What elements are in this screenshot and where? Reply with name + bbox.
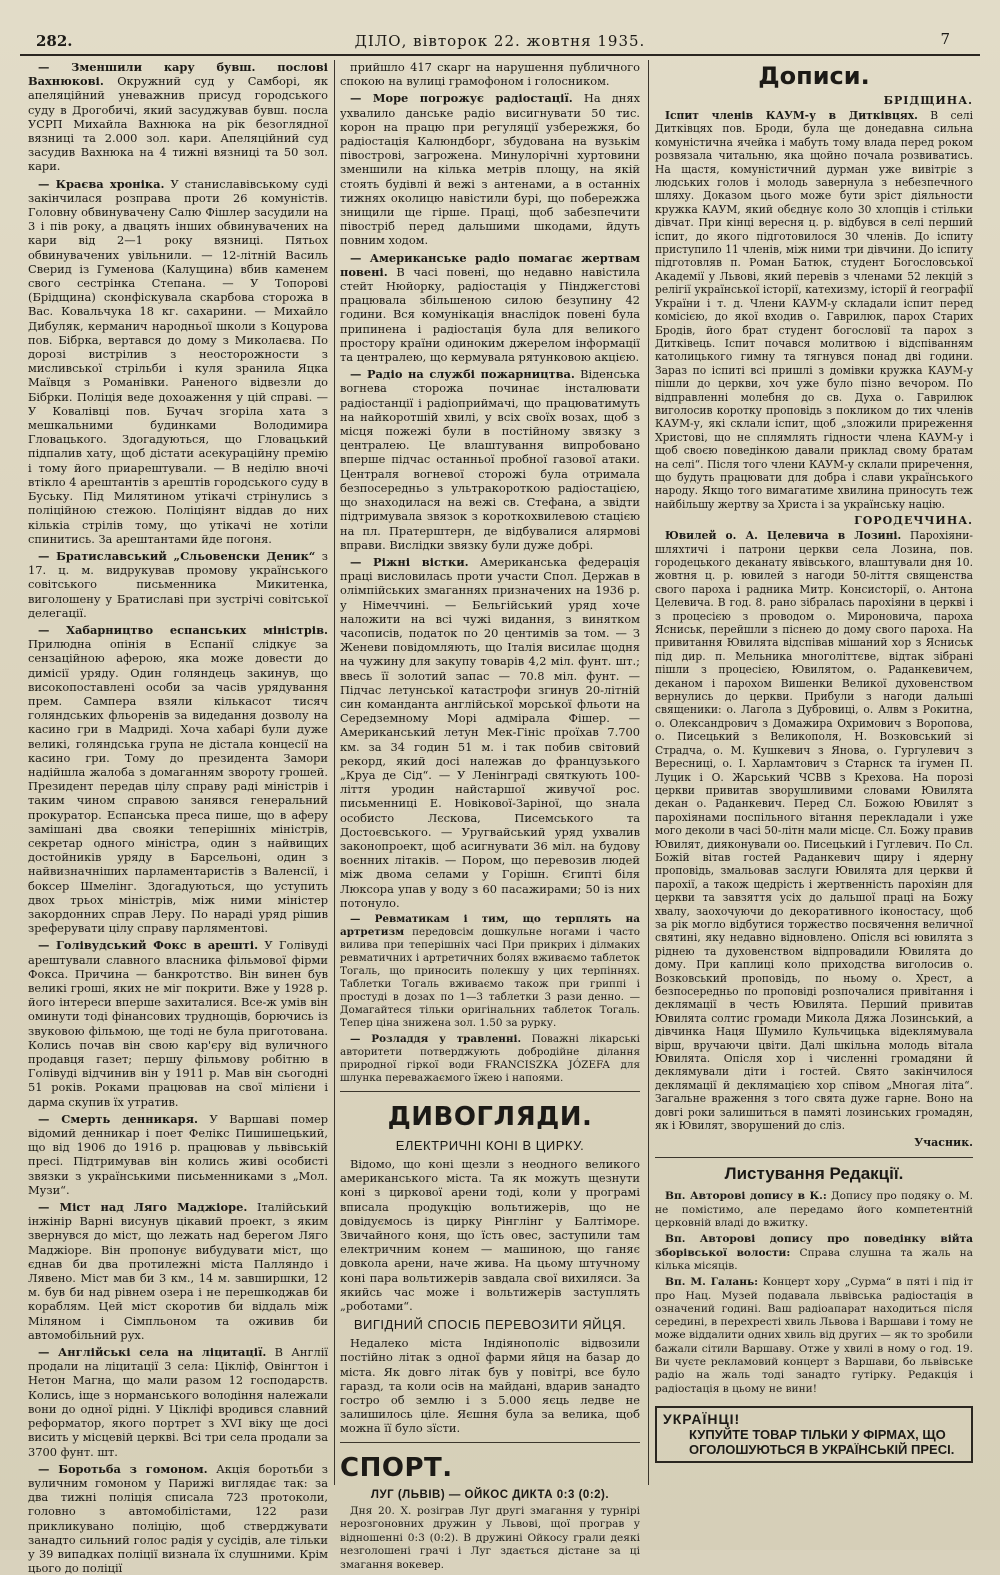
ad-heading: УКРАЇНЦІ! xyxy=(663,1410,741,1427)
news-item: — Зменшили кару бувш. послові Вахнюкові. Окружний суд у Самборі, як апеляційний уневажнив присуд городського суду в Дрогобичі, який засуджував бувш. посла УСРП Михайла Вахнюка на рік безоглядної вязниці та 2.000 зол. кари. Апеляційний суд засудив Вахнюка на 4 тижні вязниці та 50 зол. кари. xyxy=(28,60,328,174)
story-text: Недалеко міста Індіянополіс відвозили постійно літак з одної фарми яйця на базар до міста. Як довго літак був у повітрі, все було гаразд, та коли осів на майдані, вдарив занадто гостро об землю і з 5.000 яєць ледве не залишилось ціле. Яєшня була за велика, щоб можна її було зїсти. xyxy=(340,1336,640,1436)
news-item: — Боротьба з гомоном. Акція боротьби з вуличним гомоном у Парижі виглядає так: за два тижні поліція списала 723 протоколи, головно з автомобілістами, 122 рази прикликувано поліцію, щоб стверджувати занадто сильний голос радія у сусідів, але тільки у 39 випадках поліції визнала їх слушними. Крім цього до поліції xyxy=(28,1461,328,1575)
masthead-title: ДІЛО, вівторок 22. жовтня 1935. xyxy=(354,32,646,50)
report-item: Іспит членів КАУМ-у в Дитківцях. В селі Дитківцях пов. Броди, була ще донедавна сильна комуністична ячейка і мабуть тому влада перед роком розвязала читальню, яка щойно почала розвиватись. На щастя, комуністичний дурман уже вивітріє з людських голов і молодь завернула з небезпечного шляху. Доказом цього може бути зріст діяльности кружка КАУМ, який обєднує коло 30 хлопців і стільки дівчат. При кінці вересня ц. р. відбувся в селі перший іспит, до якого підготовилося 30 членів. До іспиту приступило 11 членів, між ними три дівчини. До іспиту підготовляв п. Роман Батюк, студент Богословської Академії у Львові, який перевів з членами 52 лекцій з релігії української історії, катехизму, історії й географії України і т. д. Члени КАУМ-у складали іспит перед комісією, до якої входив о. Гаврилюк, парох Старих Бродів, його брат студент богословії та парох з Дитківець. Іспит почався молитвою і відспіванням католицького гимну та тягнувся понад дві години. Зараз по іспиті всі пришлі з домівки кружка КАУМ-у пішли до церкви, хоч уже було пізно вечором. По відправленні молебня до св. Духа о. Гаврилюк виголосив коротку проповідь з покликом до тих членів КАУМ-у, які склали іспит, щоб „зложили приреження Христові, що не сплямлять гідности члена КАУМ-у і щоб своєю поведінкою давали приклад свому братам на селі“. Після того члени КАУМ-у склали приречення, що будуть працювати для добра і слави українського народу. Якщо того вимагатиме хвилина приносуть теж найбільшу жертву за Христа і за українську націю. xyxy=(655,109,973,511)
rubric-dyvohliady: ДИВОГЛЯДИ. xyxy=(387,1101,593,1132)
advertisement-box xyxy=(655,1406,973,1463)
corner-mark: 7 xyxy=(940,30,950,48)
story-title: ВИГІДНИЙ СПОСІБ ПЕРЕВОЗИТИ ЯЙЦЯ. xyxy=(353,1317,627,1333)
column-2 xyxy=(340,60,641,1571)
news-item: — Краєва хроніка. У станиславівському суді закінчилася розправа проти 26 комуністів. Головну обвинувачену Салю Фішлер засудили на 3 і пів року, а двацять інших обвинувачених на кари від 2—1 року вязниці. Пятьох обвинувачених увільнили. — 12-літній Василь Сверид із Гуменова (Калущина) вбив каменем свого сестрінка Степана. — У Топорові (Брідщина) сконфіскувала скарбова сторожа в Вас. Ковальчука 18 кг. сахарини. — Михайло Дибуляк, керманич народньої школи з Коцурова пов. Бібрка, вертався до дому з Миколаєва. По дорозі вистрілив з неосторожности з мисливської стрільби і куля зранила Яцка Маївця з Романівки. Раненого відвезли до Бібрки. Поліція веде дохоаження у цій справі. — У Ковалівці пов. Бучач згоріла хата з мешкальними будинками Володимира Гловацького. Здогадуються, що Гловацький підпалив хату, щоб дістати асекураційну премію і тому його приарештували. — В неділю вночі втікло 4 арештантів з арештів городського суду в Буську. Під Милятином утікачі стрінулись з поліційною стежою. Поліціянт віддав до них кількіа стрілів тому, що утікачі не хотіли спинитись. За арештантами йде погоня. xyxy=(28,176,328,546)
news-item: — Міст над Ляго Маджіоре. Італійський інжінір Варні висунув цікавий проект, з яким звернувся до міст, що лежать над берегом Ляго Маджіоре. Він пропонує вибудувати міст, що єднав би два протилежні міста Палляндо і Лявено. Міст мав би 3 км., 14 м. завширшки, 12 м. був би над рівнем озера і не перешкоджав би кораблям. Цей міст скоротив би віддаль між Міляном і Сімпльоном та оживив би автомобільний рух. xyxy=(28,1200,328,1342)
rubric-sport: СПОРТ. xyxy=(340,1452,453,1483)
news-item: прийшло 417 скарг на нарушення публичного спокою на вулиці грамофоном і голосником. xyxy=(340,60,640,89)
location-heading: ГОРОДЕЧЧИНА. xyxy=(854,514,973,528)
news-item: — Море погрожує радіостації. На днях ухвалило данське радіо висигнувати 50 тис. корон на працю при регуляції узбережжя, бо радіостація Калюндборг, збудована на вузькім півострові, загрожена. Минулорічні хуртовини зменшили на кілька метрів площу, на якій стоять будівлі й вежі з антенами, а в останніх тижнях околицю навістили бурі, що побережжа знищили ще гірше. Праці, щоб забезпечити півостріб перед дальшими шкодами, йдуть повним ходом. xyxy=(340,91,641,248)
column-divider xyxy=(648,60,649,1485)
news-item: — Ріжні вістки. Американська федерація праці висловилась проти участи Спол. Держав в олімпійських змаганнях призначених на 1936 р. у Німеччині. — Бельгійський уряд хоче наложити на всі чужі видання, з винятком часописів, податок по 20 центимів за том. — З Женеви повідомляють, що Італія висилає щодня на чужину для закупу товарів 4,2 міл. фунт. шт.; ввесь її золотий запас — 70.8 міл. фунт. — Підчас летунської катастрофи згинув 20-літній син команданта англійської морської фльоти на Середземному Морі адмірала Фішер. — Американський летун Мек-Гініс проїхав 7.700 км. за 34 годин 51 м. і так побив світовий рекорд, який досі належав до французького „Круа де Сід“. — У Ленінграді святкують 100-ліття уродин найстаршої живучої рос. письменниці Е. Новікової-Заріної, що знала особисто Лєскова, Писемського та Достоєвського. — Уругвайський уряд ухвалив законопроект, щоб асигнувати 36 міл. на будову воєнних літаків. — Пором, що перевозив людей між двома селами у Горішн. Єгипті біля Люксора упав у воду з 60 пасажирами; 50 із них потонуло. xyxy=(340,554,640,910)
ad-text: КУПУЙТЕ ТОВАР ТІЛЬКИ У ФІРМАХ, ЩО ОГОЛОШУЮТЬСЯ В УКРАЇНСЬКІЙ ПРЕСІ. xyxy=(689,1426,955,1457)
column-3 xyxy=(655,60,973,1490)
section-divider xyxy=(340,1091,640,1092)
signature: Учасник. xyxy=(914,1136,973,1150)
page-number: 282. xyxy=(36,32,73,50)
location-heading: БРІДЩИНА. xyxy=(883,94,973,107)
page-header xyxy=(20,30,980,56)
story-title: ЕЛЕКТРИЧНІ КОНІ В ЦИРКУ. xyxy=(395,1137,585,1153)
rubric-listuvannia: Листування Редакції. xyxy=(724,1164,904,1184)
match-title: ЛУГ (ЛЬВІВ) — ОЙКОС ДИКТА 0:3 (0:2). xyxy=(370,1488,610,1501)
news-item: — Ревматикам і тим, що терплять на артретизм передовсім дошкульне ногами і часто вилива при теперішніх часі При прикрих і ділмаких ревматичних і артретичних болях вживаємо таблеток Тогаль, що приносить полекшу у цих терпіннях. Таблетки Тогаль вживаємо також при гриппі і простуді в дозах по 1—3 таблетки 3 рази денно. — Домагайтеся тільки оригінальних таблеток Тогаль. Тепер ціна знижена зол. 1.50 за рурку. xyxy=(340,912,640,1029)
column-1 xyxy=(28,60,329,1575)
news-item: — Розладдя у травленні. Поважні лікарські авторитети потверджують добродійне ділання природної гіркої води FRANCISZKA JÓZEFA для шлунка переважаємого їжею і напоями. xyxy=(340,1032,640,1084)
column-divider xyxy=(334,60,335,1485)
story-text: Відомо, що коні щезли з неодного великого американського міста. Та як можуть щезнути коні з циркової арени тоді, коли у програмі вписала продукцію вольтижерів, що не довідуємось із цирку Рінглінг у Балтіморе. Звичайного коня, що їсть овес, заступили там електричним конем — машиною, що ганяє довкола арени, наче жива. На цьому штучному коні пара вольтижерів завдала свої вихиляси. За якийсь час може і вольтижерів заступлять „роботами“. xyxy=(340,1156,640,1314)
report-item: Ювилей о. А. Целевича в Лозині. Парохіяни-шляхтичі і патрони церкви села Лозина, пов. городецького деканату явівського, влаштували дня 10. жовтня ц. р. ювилей з нагоди 50-ліття священства свого пароха і радника Митр. Консисторії, о. Антона Целевича. В год. 8. рано зібралась парохіяни в церкві і з процесією з проводом о. Мироновича, пароха Ясниськ, перейшли з піснею до дому свого пароха. На привитання Ювилята відспівав мішаний хор з Ясниськ під дир. п. Мельника многоліттєве, відтак зібрані пішли з процесією, Ювилятом, о. Раданкевичем, деканом і парохом Вишенки Великої духовенством вернулись до церкви. Прибули з нагоди дальші священики: о. Лагола з Дубровиці, о. Алвм з Рокитна, о. Олександрович з Домажира Охримович з Воропова, о. Писецький з Великополя, Н. Возковський зі Страдча, о. М. Кушкевич з Янова, о. Гургулевич з Вереcниці, о. І. Харламтович з Старнск та ігумен П. Луцик і О. Жарський ЧСВВ з Крехова. На порозі церкви привитав зворушливими словами Ювилята декан о. Раданкевич. Перед Сл. Божою Ювилят з парохіянами поспільного вітання перекладали і уже мого деколи в часі 50-літн мали місце. Сл. Божу правив Ювилят, дияконували оо. Писецький і Гуглевич. По Сл. Божій вітав гостей Раданкевич щиру і ядерну проповідь, змальовав заслуги Ювилята для церкви й парохії, а також щедрість і жертвенність парохіян для церкви та завзяття усіх до дальшої праці на Божу хвалу, заохочуючи до декоративного іконостасу, щоб за рік могло відбутися торжество посвячення величної святині, яку недавно відновлено. Опісля всі ювилята з ріднею та духовенством відпровадили Ювилята до дому. При каплиці коло приходства виголосив о. Возковський проповідь, по ньому о. Хрест, а безпосередньо по проповіді розпочалися привітання і деклямації в честь Ювилята. Перший привитав Ювилята солтис громади Микола Дяжа Лозинський, а дівчинка Наця Шумило Кульчицька відеклямувала вірш, вручаючи цвіти. Далі шкільна молодь вітала Ювилята. Опісля хор і численні громадяни й деклямували діти і гостей. Свято закінчилося деклямації й деклямацією хор співом „Многая літа“. Загальне враження з того свята дуже гарне. Воно на довгі роки залишиться в памяті лозинських громадян, як і Ювилят, зворушений до сліз. xyxy=(655,529,974,1133)
news-item: — Смерть денникаря. У Варшаві помер відомий денникар і поет Фелікс Пишишецький, що від 1906 до 1916 р. працював у львівській пресі. Підтримував він колись живі особисті звязки з українськими письменниками з „Мол. Музи“. xyxy=(28,1111,328,1197)
news-item: — Хабарництво еспанських міністрів. Прилюдна опінія в Еспанії слідкує за сензаційною аферою, яка може довести до димісії уряду. Один голяндець закинув, що високопоставлені особи за часів урядування прем. Самперa взяли кількасот тисяч голяндських фльоренів за видедання дозволу на касино гри в Мадриді. Хоча хабарі були дуже великі, голяндська група не дістала концесії на касино гри. Тому до президента Замори надійшла жалоба з домаганням звороту грошей. Президент передав цілу справу раді міністрів і таким чином справою занявся генеральний прокуратор. Еспанська преса пише, що в аферу замішані два свояки теперішніх міністрів, секретар одного міністра, один з найвищих достойників уряду в Барсельоні, один з найвизначніших парламентаристів з Валенсії, і боксер Шмелінг. Здогадуються, що уступить двох трьох міністрів, між ними міністер закордонних справ Леру. По нараді уряд рішив зреферувати цілу справу парляментові. xyxy=(28,622,328,936)
sport-text: Дня 20. Х. розіграв Луг другі змагання у турнірі нерозгоновних дружин у Львові, щої програв у відношенні 0:3 (0:2). В дружині Ойкосу грали деякі незголошені грачі і Луг здається дістане за ці змагання вокевер. xyxy=(340,1504,640,1571)
news-item: — Англійські села на ліцитації. В Англії продали на ліцитації 3 села: Цікліф, Овінгтон і Нетон Мaгна, що мали разом 12 господарств. Колись, іще з норманського володіння належали вони до одної рідні. У Цікліфі вродився славний реформатор, якого портрет з XVI віку ще досі висить у місцевій церкві. Всі три села продали за 3700 фунт. шт. xyxy=(28,1345,329,1459)
letter-item: Вп. Авторові допису про поведінку війта зборівської волости: Справа слушна та жаль на кілька місяців. xyxy=(655,1233,973,1272)
news-item: — Радіо на службі пожарництва. Віденська вогнева сторожа починає інсталювати радіостанції і радіоприймачі, що працюватимуть на найкоротшій хвилі, у всіх своїх возах, щоб з місця пожежі були в постійному звязку з централею. Це влаштування випробовано вперше підчас останньої пробної газової атаки. Централя вогневої сторожі була отримала безпосередньо з ультракороткою радіостацією, що знаходилася на вежі св. Стефана, а звідти підтримувала звязок з короткохвилевою стацією на пл. Пратерштерн, де відбувалися алярмові вправи. Вислідки звязку були дуже добрі. xyxy=(340,367,641,552)
news-item: — Братиславський „Сльовенски Деник“ з 17. ц. м. видрукував промову українського совітського письменника Микитенка, виголошену у Братиславі при зустрічі совітської делегації. xyxy=(28,548,328,620)
section-divider xyxy=(655,1157,973,1158)
letter-item: Вп. М. Галань: Концерт хору „Сурма“ в пяті і під іт про Нац. Музей подавала львівська радіостація в означений годині. Ваш радіоапарат находиться після середині, в перехресті хвиль Львова і Варшави і тому не може віддалити одних хвиль від других — як то зробили бажали сітили Варшаву. Отже у хвилі в ному о год. 19. Ви чуєте рекламовий концерт з Варшави, бо львівське радіо на жаль тоді занадто гутірку. Редакція і радіостація в цьому не вини! xyxy=(655,1276,973,1395)
news-item: — Голівудський Фокс в арешті. У Голівуді арештували славного власника фільмової фірми Фокса. Причина — банкротство. Він винен був великі гроші, яких не міг покрити. Вже у 1928 р. його інтереси вперше захиталися. Все-ж умів він оминути тоді фінансових труднощів, борючись із звуковою фільмою, ще тоді не була приготована. Колись почав він свою кар'єру від вуличного продавця газет; першу фільмову робітню в Голівуді відчинив він у 1911 р. Мав він сьогодні 51 років. Роками працював на свої мілієни і дарма скупив їх утратив. xyxy=(28,938,328,1109)
rubric-dopysy: Дописи. xyxy=(758,62,870,90)
section-divider xyxy=(340,1442,640,1443)
letter-item: Вп. Авторові допису в К.: Допису про подяку о. М. не помістимо, але передамо його компетентній церковній владі до вжитку. xyxy=(655,1190,973,1230)
news-item: — Американське радіо помагає жертвам повені. В часі повені, що недавно навістила стейт Нюйорку, радіостація у Пінджегстові працювала збільшеною силою безупину 42 години. Вся комунікація внаслідок повені була припинена і радіостація була для великого простору країни одиноким джерелом інформації та централею, що кермувала рятунковою акцією. xyxy=(340,250,640,365)
